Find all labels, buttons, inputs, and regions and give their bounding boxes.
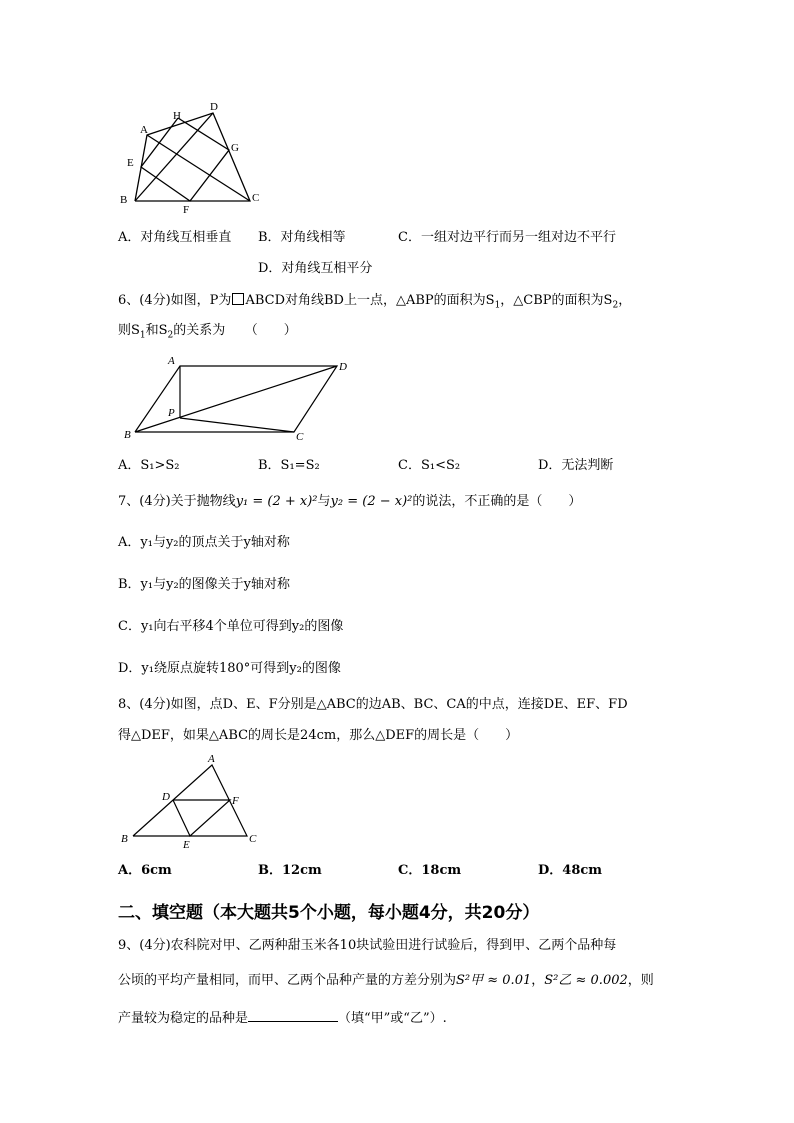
q9-stem-line3: 产量较为稳定的品种是 （填“甲”或“乙”）. (118, 1011, 447, 1026)
q7-equation-y1: y₁ = (2 + x)² (235, 494, 318, 509)
q7-stem: 7、(4分)关于抛物线y₁ = (2 + x)²与y₂ = (2 − x)²的说法，不正确的是（ ） (118, 494, 582, 509)
q7-option-d: D．y₁绕原点旋转180°可得到y₂的图像 (118, 661, 341, 676)
fig8-label-e: E (183, 839, 190, 850)
q7-option-c: C．y₁向右平移4个单位可得到y₂的图像 (118, 619, 344, 634)
fig5-outer-quad (135, 113, 250, 201)
q8-option-a: A．6cm (118, 863, 172, 878)
figure-triangle-abc (118, 750, 268, 850)
q6-option-c: C．S₁<S₂ (398, 458, 461, 473)
fig8-label-f: F (232, 795, 239, 807)
q9-stem-line1: 9、(4分)农科院对甲、乙两种甜玉米各10块试验田进行试验后，得到甲、乙两个品种每 (118, 938, 617, 953)
q9-answer-blank[interactable] (248, 1009, 338, 1022)
fig8-midpoint-triangle (173, 800, 230, 836)
figure-quadrilateral-efgh (110, 95, 270, 215)
fig8-label-b: B (121, 833, 128, 845)
q5-option-c: C．一组对边平行而另一组对边不平行 (398, 230, 616, 245)
fig6-label-d: D (339, 361, 347, 373)
fig8-label-a: A (208, 753, 215, 765)
q6-option-d: D．无法判断 (538, 458, 614, 473)
parallelogram-icon (232, 293, 244, 305)
fig6-label-p: P (168, 407, 175, 419)
fig5-label-a: A (140, 124, 148, 136)
q8-stem-line1: 8、(4分)如图，点D、E、F分别是△ABC的边AB、BC、CA的中点，连接DE、EF、FD (118, 697, 628, 712)
q5-option-d: D．对角线互相平分 (258, 261, 373, 276)
section-heading-fill-in: 二、填空题（本大题共5个小题，每小题4分，共20分） (118, 903, 540, 923)
fig5-label-c: C (252, 192, 260, 204)
q5-option-b: B．对角线相等 (258, 230, 346, 245)
figure-parallelogram-abcd (118, 352, 358, 447)
q6-stem-line1: 6、(4分)如图，P为 ABCD对角线BD上一点，△ABP的面积为$S_1$，△CBP的面积为$S_2$， (118, 293, 632, 311)
fig5-label-e: E (127, 157, 134, 169)
q8-option-b: B．12cm (258, 863, 322, 878)
fig5-label-g: G (231, 142, 239, 154)
fig5-label-h: H (173, 110, 181, 122)
q7-option-a: A．y₁与y₂的顶点关于y轴对称 (118, 535, 290, 550)
q6-stem-line2: 则$S_1$和$S_2$的关系为 （ ） (118, 323, 297, 341)
fig6-diagonal-bd (135, 366, 337, 432)
fig5-label-f: F (183, 204, 190, 215)
q9-variance-jia: S²甲 ≈ 0.01 (456, 973, 532, 988)
fig5-label-d: D (210, 101, 218, 113)
q6-option-b: B．S₁=S₂ (258, 458, 320, 473)
fig6-label-c: C (296, 431, 304, 443)
fig6-label-b: B (124, 429, 131, 441)
fig8-label-c: C (249, 833, 257, 845)
fig8-label-d: D (162, 791, 170, 803)
q9-stem-line2: 公顷的平均产量相同，而甲、乙两个品种产量的方差分别为S²甲 ≈ 0.01，S²乙 ≈ 0.002，则 (118, 973, 654, 988)
q5-option-a: A．对角线互相垂直 (118, 230, 232, 245)
q7-equation-y2: y₂ = (2 − x)² (330, 494, 413, 509)
q6-option-a: A．S₁>S₂ (118, 458, 180, 473)
q8-option-c: C．18cm (398, 863, 462, 878)
fig6-label-a: A (168, 355, 175, 367)
q9-variance-yi: S²乙 ≈ 0.002 (544, 973, 628, 988)
q8-option-d: D．48cm (538, 863, 603, 878)
q7-option-b: B．y₁与y₂的图像关于y轴对称 (118, 577, 291, 592)
fig6-segment-pc (180, 418, 294, 432)
fig5-label-b: B (120, 194, 128, 206)
q8-stem-line2: 得△DEF，如果△ABC的周长是24cm，那么△DEF的周长是（ ） (118, 728, 519, 743)
